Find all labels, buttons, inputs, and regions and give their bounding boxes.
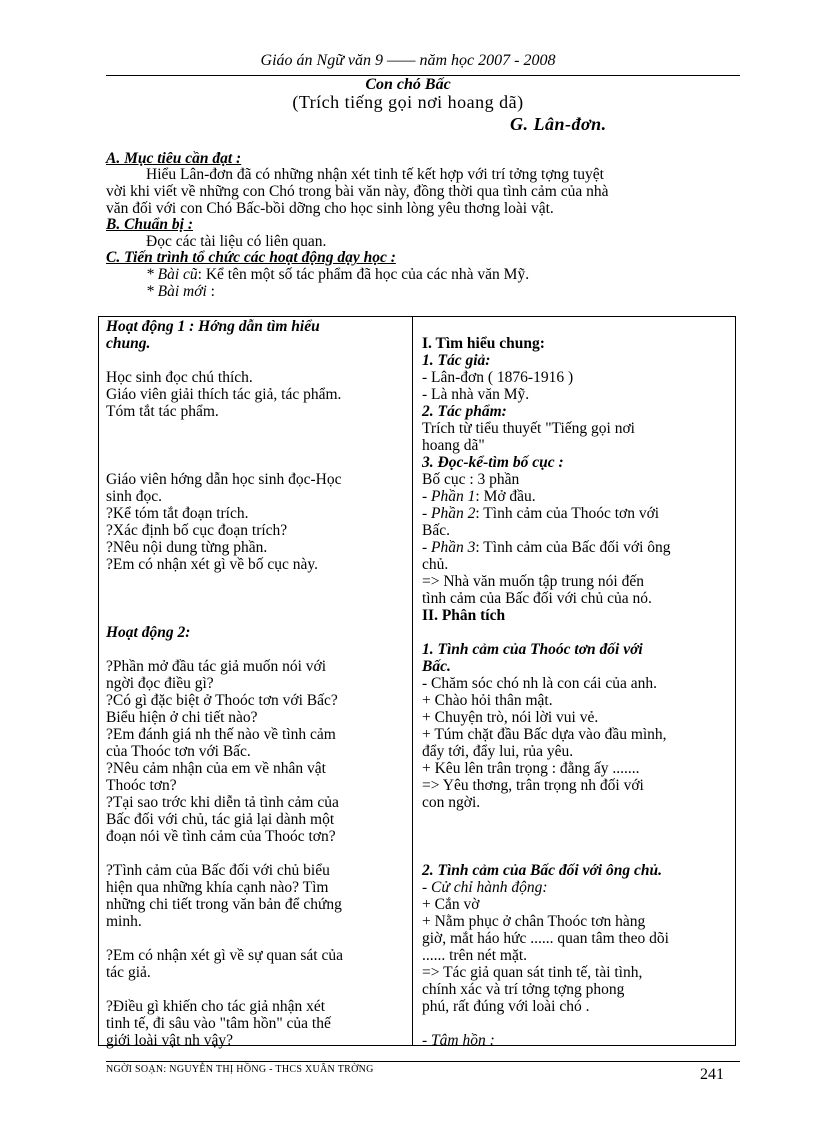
table-line: ?Kể tóm tắt đoạn trích. <box>106 505 249 522</box>
table-line <box>106 845 408 862</box>
table-line: giới loài vật nh vậy? <box>106 1032 233 1049</box>
table-line <box>106 573 408 590</box>
table-line <box>106 437 408 454</box>
table-line: phú, rất đúng với loài chó . <box>422 998 590 1015</box>
table-line <box>422 624 734 641</box>
table-line: ?Tại sao trớc khi diễn tả tình cảm của <box>106 794 339 811</box>
old-lesson: * Bài cũ: Kể tên một số tác phẩm đã học của các nhà văn Mỹ. <box>146 266 530 283</box>
lesson-title: Con chó Bấc <box>365 76 451 93</box>
table-line: 2. Tình cảm của Bấc đối với ông chủ. <box>422 862 662 879</box>
table-line: I. Tìm hiểu chung: <box>422 335 545 352</box>
table-line <box>106 981 408 998</box>
table-line <box>106 352 408 369</box>
section-a-line: văn đối với con Chó Bấc-bồi dỡng cho học sinh lòng yêu thơng loài vật. <box>106 200 554 217</box>
table-line: ?Phần mở đầu tác giả muốn nói với <box>106 658 327 675</box>
table-line: Bấc. <box>422 522 450 539</box>
table-line: ?Có gì đặc biệt ở Thoóc tơn với Bấc? <box>106 692 338 709</box>
table-line: Trích từ tiểu thuyết "Tiếng gọi nơi <box>422 420 635 437</box>
table-line: Bố cục : 3 phần <box>422 471 520 488</box>
table-line: + Cắn vờ <box>422 896 480 913</box>
table-line <box>422 1015 734 1032</box>
table-line <box>106 590 408 607</box>
table-line: tình cảm của Bấc đối với chủ của nó. <box>422 590 652 607</box>
table-line <box>106 454 408 471</box>
table-line <box>106 641 408 658</box>
author-name: G. Lân-đơn. <box>510 114 607 134</box>
table-line: + Nằm phục ở chân Thoóc tơn hàng <box>422 913 646 930</box>
table-line: 1. Tác giả: <box>422 352 491 369</box>
table-line: ?Nêu nội dung từng phần. <box>106 539 268 556</box>
table-line: chung. <box>106 335 151 352</box>
table-line: hoang dã" <box>422 437 485 454</box>
table-line: đoạn nói về tình cảm của Thoóc tơn? <box>106 828 336 845</box>
table-line: tác giả. <box>106 964 151 981</box>
table-line: - Phần 2: Tình cảm của Thoóc tơn với <box>422 505 660 522</box>
table-line: - Cử chỉ hành động: <box>422 879 548 896</box>
table-line: ?Tình cảm của Bấc đối với chủ biểu <box>106 862 330 879</box>
lesson-subtitle: (Trích tiếng gọi nơi hoang dã) <box>292 92 524 112</box>
table-line: ...... trên nét mặt. <box>422 947 528 964</box>
table-line: minh. <box>106 913 142 930</box>
table-line: tinh tế, đi sâu vào "tâm hồn" của thế <box>106 1015 331 1032</box>
table-line: chính xác và trí tởng tợng phong <box>422 981 625 998</box>
table-line <box>422 318 734 335</box>
table-line: - Lân-đơn ( 1876-1916 ) <box>422 369 574 386</box>
table-line: - Phần 1: Mở đầu. <box>422 488 536 505</box>
table-line: => Tác giả quan sát tinh tế, tài tình, <box>422 964 643 981</box>
page-footer: NGỜI SOẠN: NGUYỄN THỊ HỒNG - THCS XUÂN TRỜNG <box>106 1064 374 1075</box>
section-a-label: A. Mục tiêu cần đạt : <box>106 150 242 167</box>
table-line: hiện qua những khía cạnh nào? Tìm <box>106 879 329 896</box>
table-line: => Yêu thơng, trân trọng nh đối với <box>422 777 644 794</box>
table-line: Giáo viên giải thích tác giả, tác phẩm. <box>106 386 342 403</box>
table-line: Tóm tắt tác phẩm. <box>106 403 219 420</box>
table-line: chủ. <box>422 556 449 573</box>
table-line: ?Em có nhận xét gì về sự quan sát của <box>106 947 343 964</box>
table-line: II. Phân tích <box>422 607 506 624</box>
table-line: Hoạt động 2: <box>106 624 191 641</box>
table-line: ?Em đánh giá nh thế nào về tình cảm <box>106 726 336 743</box>
table-line: ?Em có nhận xét gì về bố cục này. <box>106 556 319 573</box>
table-line: Bấc. <box>422 658 451 675</box>
table-line: - Tâm hồn : <box>422 1032 495 1049</box>
table-line: sinh đọc. <box>106 488 162 505</box>
table-line: + Chào hỏi thân mật. <box>422 692 553 709</box>
table-line <box>422 828 734 845</box>
table-line: + Kêu lên trân trọng : đằng ấy ....... <box>422 760 640 777</box>
lesson-content-column <box>422 318 734 1049</box>
section-a-line: vời khi viết về những con Chó trong bài văn này, đồng thời qua tình cảm của nhà <box>106 183 609 200</box>
table-line: Thoóc tơn? <box>106 777 177 794</box>
table-line: + Túm chặt đầu Bấc dựa vào đầu mình, <box>422 726 667 743</box>
section-c-label: C. Tiến trình tổ chức các hoạt động dạy học : <box>106 249 396 266</box>
table-line <box>106 420 408 437</box>
table-line: con ngời. <box>422 794 481 811</box>
table-line <box>422 845 734 862</box>
page-number: 241 <box>700 1066 724 1083</box>
new-lesson: * Bài mới : <box>146 283 215 300</box>
table-line: ?Xác định bố cục đoạn trích? <box>106 522 288 539</box>
table-line: những chi tiết trong văn bản để chứng <box>106 896 342 913</box>
table-line: đẩy tới, đẩy lui, rủa yêu. <box>422 743 574 760</box>
table-line: giờ, mắt háo hức ...... quan tâm theo dõi <box>422 930 669 947</box>
table-line: 3. Đọc-kể-tìm bố cục : <box>422 454 564 471</box>
table-line <box>106 930 408 947</box>
section-b-line: Đọc các tài liệu có liên quan. <box>146 233 327 250</box>
table-line <box>106 607 408 624</box>
table-line: ?Điều gì khiến cho tác giả nhận xét <box>106 998 326 1015</box>
table-line: Hoạt động 1 : Hớng dẫn tìm hiểu <box>106 318 320 335</box>
table-line: ?Nêu cảm nhận của em về nhân vật <box>106 760 326 777</box>
section-a-line: Hiểu Lân-đơn đã có những nhận xét tinh tế kết hợp với trí tởng tợng tuyệt <box>146 166 604 183</box>
page-header: Giáo án Ngữ văn 9 —— năm học 2007 - 2008 <box>260 52 556 69</box>
teacher-activity-column <box>106 318 408 1049</box>
table-line: - Là nhà văn Mỹ. <box>422 386 530 403</box>
table-line: + Chuyện trò, nói lời vui vẻ. <box>422 709 599 726</box>
table-line <box>422 811 734 828</box>
table-line: của Thoóc tơn với Bấc. <box>106 743 251 760</box>
table-line: Bấc đối với chủ, tác giả lại dành một <box>106 811 335 828</box>
footer-rule <box>106 1061 740 1062</box>
table-line: - Chăm sóc chó nh là con cái của anh. <box>422 675 657 692</box>
table-divider <box>412 316 413 1046</box>
table-line: Giáo viên hớng dẫn học sinh đọc-Học <box>106 471 342 488</box>
table-line: - Phần 3: Tình cảm của Bấc đối với ông <box>422 539 671 556</box>
table-line: Biểu hiện ở chi tiết nào? <box>106 709 258 726</box>
table-line: => Nhà văn muốn tập trung nói đến <box>422 573 644 590</box>
section-b-label: B. Chuẩn bị : <box>106 216 194 233</box>
table-line: 2. Tác phẩm: <box>422 403 507 420</box>
table-line: ngời đọc điều gì? <box>106 675 214 692</box>
table-line: 1. Tình cảm của Thoóc tơn đối với <box>422 641 643 658</box>
table-line: Học sinh đọc chú thích. <box>106 369 253 386</box>
